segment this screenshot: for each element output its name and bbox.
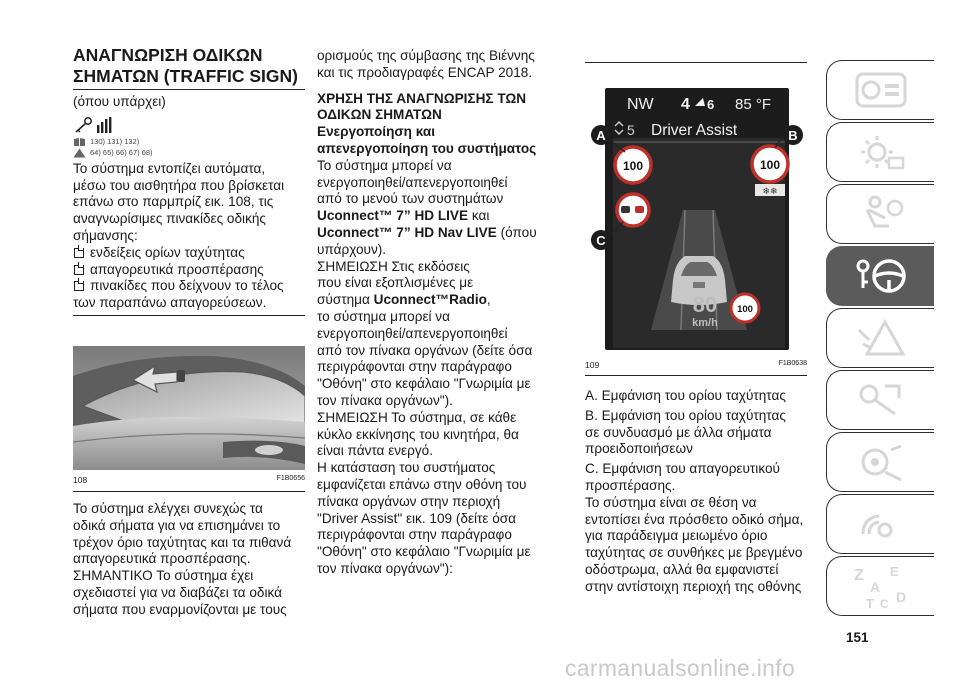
index-icon [846, 562, 916, 610]
tab-maintenance[interactable] [826, 370, 934, 430]
speed-limit-left-value: 100 [622, 159, 644, 173]
list-item: πινακίδες που δείχνουν το τέλος [73, 278, 305, 295]
list-item: ενδείξεις ορίων ταχύτητας [73, 245, 305, 262]
warning-lights-icon [855, 132, 907, 172]
list-item: B. Εμφάνιση του ορίου ταχύτητας [585, 407, 786, 423]
callout-c-label: C [596, 233, 606, 248]
svg-text:A: A [869, 579, 880, 595]
tab-dashboard[interactable] [826, 60, 934, 120]
tab-safety[interactable] [826, 184, 934, 244]
figure-108 [73, 346, 305, 470]
speed-limit-bottom-value: 100 [737, 304, 753, 315]
sensor-signal-icon [94, 116, 114, 134]
tools-icon [855, 380, 907, 420]
checkbox-icon [74, 281, 84, 291]
svg-text:T: T [865, 596, 874, 610]
tab-emergency[interactable] [826, 308, 934, 368]
speed-limit-right-value: 100 [759, 158, 781, 172]
checkbox-icon [74, 265, 84, 275]
tab-warning-lights[interactable] [826, 122, 934, 182]
tab-starting-and-driving[interactable] [826, 246, 934, 306]
page-number: 151 [846, 630, 869, 645]
tab-technical-data[interactable] [826, 432, 934, 492]
sign-list: ενδείξεις ορίων ταχύτητας απαγορευτικά προσπέρασης πινακίδες που δείχνουν το τέλος των παραπάνω απαγορεύσεων. [73, 245, 305, 312]
footnote-row-1: 130) 131) 132) [73, 137, 305, 147]
steering-wheel-icon [851, 256, 911, 296]
svg-text:E: E [889, 564, 899, 579]
section-title: ΑΝΑΓΝΩΡΙΣΗ ΟΔΙΚΩΝ ΣΗΜΑΤΩΝ (TRAFFIC SIGN) [73, 45, 298, 86]
gear-next-readout: 6 [707, 97, 715, 112]
driver-assist-title: Driver Assist [651, 122, 738, 139]
seat-safety-icon [855, 194, 907, 234]
windscreen-sensor-illustration [73, 346, 305, 470]
svg-text:D: D [895, 589, 906, 605]
speed-unit: km/h [692, 317, 718, 329]
wrench-gear-icon [855, 442, 907, 482]
dashboard-icon [855, 70, 907, 110]
intro-paragraph: Το σύστημα εντοπίζει αυτόματα, μέσω του αισθητήρα που βρίσκεται επάνω στο παρμπρίζ εικ. 108, τις αναγνωρίσιμες πινακίδες οδικής σήμανσης: [73, 160, 285, 243]
checkbox-icon [74, 248, 84, 258]
list-item: C. Εμφάνιση του απαγορευτικού [585, 461, 780, 477]
snowflake-icon: ❄❄ [762, 187, 778, 197]
figure-109 [585, 80, 807, 354]
tab-index[interactable] [826, 556, 934, 616]
display-legend: A. Εμφάνιση του ορίου ταχύτητας B. Εμφάνιση του ορίου ταχύτητας σε συνδυασμό με άλλα σήματα προειδοποιήσεων C. Εμφάνιση του απαγορευτικού προσπέρασης. Το σύστημα είναι σε θέση να εντοπίσει ένα πρόσθετο οδικό σήμα, για παράδειγμα μειωμένο όριο ταχύτητας σε συνθήκες με βρεγμένο οδόστρωμα, αλλά θα εμφανιστεί στην αντίστοιχη περιοχή της οθόνης [585, 388, 807, 596]
body-paragraph: ορισμούς της σύμβασης της Βιέννης και τις προδιαγραφές ENCAP 2018. [317, 48, 535, 80]
book-reference-icon [73, 137, 86, 147]
subsection-heading: ΧΡΗΣΗ ΤΗΣ ΑΝΑΓΝΩΡΙΣΗΣ ΤΩΝ ΟΔΙΚΩΝ ΣΗΜΑΤΩΝ Ενεργοποίηση και απενεργοποίηση του συστήματος [317, 90, 537, 156]
column-3-top-rule [585, 62, 807, 63]
column-1 [73, 0, 305, 316]
column-3-text [585, 388, 807, 596]
watermark: carmanualsonline.info [565, 655, 796, 681]
warning-triangle-icon [73, 148, 86, 158]
figure-109-rule [585, 375, 807, 376]
tab-multimedia[interactable] [826, 494, 934, 554]
ignition-key-icon [73, 116, 93, 134]
svg-text:Z: Z [853, 567, 864, 584]
temperature-readout: 85 °F [735, 96, 772, 113]
list-item: A. Εμφάνιση του ορίου ταχύτητας [585, 388, 786, 403]
column-1-body [73, 491, 305, 619]
body-paragraph: Το σύστημα ελέγχει συνεχώς τα οδικά σήματα για να επισημάνει το τρέχον όριο ταχύτητας και τα πιθανά απαγορευτικά προσπέρασης. ΣΗΜΑΝΤΙΚΟ Το σύστημα έχει σχεδιαστεί για να διαβάζει τα οδικά σήματα που εναρμονίζονται με τους [73, 501, 292, 617]
heading-readout: NW [627, 96, 654, 113]
callout-a-label: A [596, 128, 606, 143]
svg-text:C: C [879, 597, 889, 610]
warning-icons [73, 114, 305, 136]
availability-note: (όπου υπάρχει) [73, 94, 166, 109]
list-item: απαγορευτικά προσπέρασης [73, 262, 305, 279]
gear-readout: 4 [681, 96, 690, 113]
section-rule [73, 315, 305, 316]
figure-108-caption: 108 F1B0656 [73, 475, 305, 485]
satellite-icon [855, 504, 907, 544]
level-readout: 5 [627, 122, 635, 138]
column-2 [317, 48, 553, 578]
figure-109-caption: 109 F1B0638 [585, 360, 807, 370]
speed-readout: 80 [692, 292, 718, 317]
footnote-row-2: 64) 65) 66) 67) 68) [73, 148, 305, 158]
activation-paragraph: Το σύστημα μπορεί να ενεργοποιηθεί/απενεργοποιηθεί από το μενού των συστημάτων Uconnect™ 7” HD LIVE και Uconnect™ 7” HD Nav LIVE (όπου υπάρχουν). ΣΗΜΕΙΩΣΗ Στις εκδόσεις που είναι εξοπλισμένες με σύστημα Uconnect™Radio, το σύστημα μπορεί να ενεργοποιηθεί/απενεργοποιηθεί από τον πίνακα οργάνων (δείτε όσα περιγράφονται στην παράγραφο "Οθόνη" στο κεφάλαιο "Γνωριμία με τον πίνακα οργάνων"). ΣΗΜΕΙΩΣΗ Το σύστημα, σε κάθε κύκλο εκκίνησης του κινητήρα, θα είναι πάντα ενεργό. Η κατάσταση του συστήματος εμφανίζεται επάνω στην οθόνη του πίνακα οργάνων στην περιοχή "Driver Assist" εικ. 109 (δείτε όσα περιγράφονται στην παράγραφο "Οθόνη" στο κεφάλαιο "Γνωριμία με τον πίνακα οργάνων"): [317, 157, 537, 576]
callout-b-label: B [788, 128, 798, 143]
title-rule [73, 89, 305, 90]
driver-assist-display [585, 80, 807, 354]
hazard-triangle-icon [855, 318, 907, 358]
